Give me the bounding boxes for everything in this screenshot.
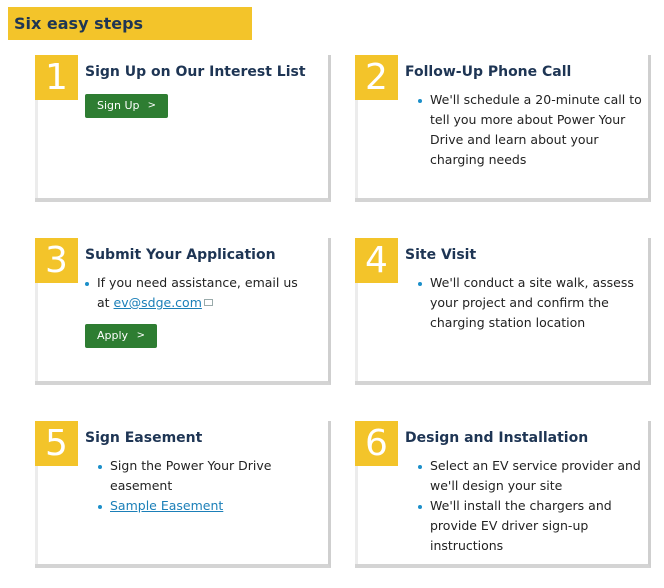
bullet-item <box>85 273 310 313</box>
step-number: 1 <box>35 55 78 100</box>
bullet-item: We'll schedule a 20-minute call to tell you more about Power Your Drive and learn about your charging needs <box>418 90 643 170</box>
step-title: Sign Easement <box>85 430 203 446</box>
bullet-text: If you need assistance, email us at <box>97 275 298 310</box>
step-card-1 <box>35 55 331 202</box>
step-title: Submit Your Application <box>85 247 276 263</box>
sign-up-button-label: Sign Up <box>97 99 140 112</box>
step-card-4 <box>355 238 651 385</box>
bullet-item: We'll install the chargers and provide EV driver sign-up instructions <box>418 496 643 556</box>
step-title: Site Visit <box>405 247 477 263</box>
step-number: 2 <box>355 55 398 100</box>
email-link[interactable]: ev@sdge.com <box>113 295 202 310</box>
sign-up-button[interactable] <box>85 94 168 118</box>
bullet-item: Select an EV service provider and we'll design your site <box>418 456 643 496</box>
step-bullets <box>98 456 323 516</box>
step-bullets <box>418 90 643 170</box>
mail-icon <box>204 299 213 306</box>
bullet-item <box>98 496 323 516</box>
step-card-2 <box>355 55 651 202</box>
step-title: Design and Installation <box>405 430 589 446</box>
apply-button-label: Apply <box>97 329 129 342</box>
chevron-right-icon: > <box>147 100 156 111</box>
bullet-item: Sign the Power Your Drive easement <box>98 456 323 496</box>
step-title: Follow-Up Phone Call <box>405 64 572 80</box>
chevron-right-icon: > <box>136 330 145 341</box>
step-card-3 <box>35 238 331 385</box>
apply-button[interactable] <box>85 324 157 348</box>
step-bullets <box>418 273 643 333</box>
bullet-item: We'll conduct a site walk, assess your project and confirm the charging station location <box>418 273 643 333</box>
step-card-5 <box>35 421 331 568</box>
step-number: 6 <box>355 421 398 466</box>
step-bullets <box>85 273 310 313</box>
step-number: 3 <box>35 238 78 283</box>
section-banner: Six easy steps <box>8 7 252 40</box>
step-bullets <box>418 456 643 556</box>
step-number: 5 <box>35 421 78 466</box>
step-card-6 <box>355 421 651 568</box>
step-number: 4 <box>355 238 398 283</box>
step-title: Sign Up on Our Interest List <box>85 64 306 80</box>
sample-easement-link[interactable]: Sample Easement <box>110 498 224 513</box>
